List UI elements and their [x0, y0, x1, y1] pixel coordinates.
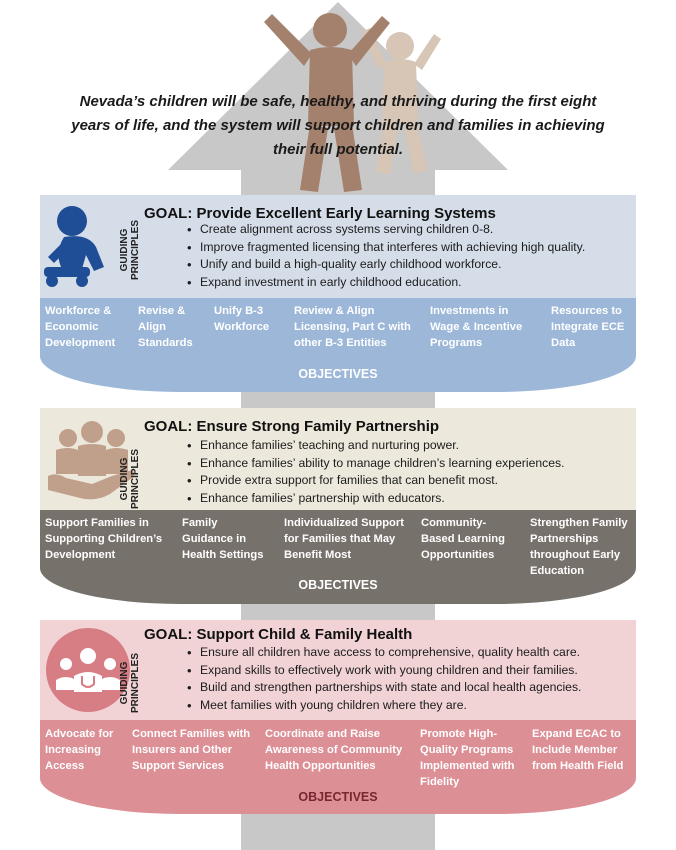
objective-item: Connect Families with Insurers and Other Support Services	[132, 728, 251, 772]
principle-item: • Ensure all children have access to comprehensive, quality health care.	[186, 644, 581, 662]
principle-item: • Expand skills to effectively work with young children and their families.	[186, 662, 581, 680]
objective-item: Support Families in Supporting Children’s Development	[45, 517, 163, 561]
goal-title: GOAL: Provide Excellent Early Learning Systems	[144, 205, 496, 222]
objective-item: Revise & Align Standards	[138, 305, 193, 349]
principles-list	[186, 437, 564, 507]
principles-list	[186, 644, 581, 714]
objective-item: Advocate for Increasing Access	[45, 728, 114, 772]
principle-item: • Unify and build a high-quality early childhood workforce.	[186, 256, 585, 274]
goal-section-health	[40, 620, 636, 820]
goal-title: GOAL: Support Child & Family Health	[144, 626, 413, 643]
principle-item: • Enhance families’ teaching and nurturing power.	[186, 437, 564, 455]
guiding-principles-label	[119, 444, 141, 514]
principle-item: • Meet families with young children where they are.	[186, 697, 581, 715]
objective-item: Family Guidance in Health Settings	[182, 517, 264, 561]
goal-section-early-learning	[40, 195, 636, 395]
objective-item: Resources to Integrate ECE Data	[551, 305, 625, 349]
objective-item: Expand ECAC to Include Member from Health Field	[532, 728, 624, 772]
objective-item: Promote High-Quality Programs Implemented with Fidelity	[420, 728, 515, 788]
objective-item: Strengthen Family Partnerships throughout Early Education	[530, 517, 628, 577]
principle-item: • Create alignment across systems serving children 0-8.	[186, 221, 585, 239]
guiding-principles-line1: GUIDING	[119, 228, 130, 272]
objective-item: Workforce & Economic Development	[45, 305, 116, 349]
objectives-label: OBJECTIVES	[298, 367, 378, 381]
objective-item: Review & Align Licensing, Part C with other B-3 Entities	[294, 305, 411, 349]
objective-item: Investments in Wage & Incentive Programs	[430, 305, 523, 349]
principle-item: • Improve fragmented licensing that interferes with achieving high quality.	[186, 239, 585, 257]
objectives-label: OBJECTIVES	[298, 790, 378, 804]
goal-title: GOAL: Ensure Strong Family Partnership	[144, 418, 440, 435]
objective-item: Coordinate and Raise Awareness of Community Health Opportunities	[265, 728, 403, 772]
principle-item: • Provide extra support for families that can benefit most.	[186, 472, 564, 490]
principle-item: • Expand investment in early childhood education.	[186, 274, 585, 292]
objective-item: Unify B-3 Workforce	[214, 305, 270, 333]
guiding-principles-line2: PRINCIPLES	[130, 220, 141, 281]
guiding-principles-label	[119, 648, 141, 718]
guiding-principles-line2: PRINCIPLES	[130, 653, 141, 714]
objectives-label: OBJECTIVES	[298, 578, 378, 592]
vision-statement: Nevada’s children will be safe, healthy, and thriving during the first eight years of life, and the system will support children and families in achieving their full potential.	[71, 93, 605, 158]
child-on-toy-car-icon	[42, 203, 112, 289]
guiding-principles-line1: GUIDING	[119, 661, 130, 705]
objective-item: Community-Based Learning Opportunities	[421, 517, 505, 561]
goal-section-family-partnership	[40, 408, 636, 608]
guiding-principles-label	[119, 215, 141, 285]
principle-item: • Build and strengthen partnerships with state and local health agencies.	[186, 679, 581, 697]
guiding-principles-line2: PRINCIPLES	[130, 449, 141, 510]
objective-item: Individualized Support for Families that May Benefit Most	[284, 517, 404, 561]
principle-item: • Enhance families’ ability to manage children’s learning experiences.	[186, 455, 564, 473]
principles-list	[186, 221, 585, 291]
guiding-principles-line1: GUIDING	[119, 457, 130, 501]
principle-item: • Enhance families’ partnership with educators.	[186, 490, 564, 508]
